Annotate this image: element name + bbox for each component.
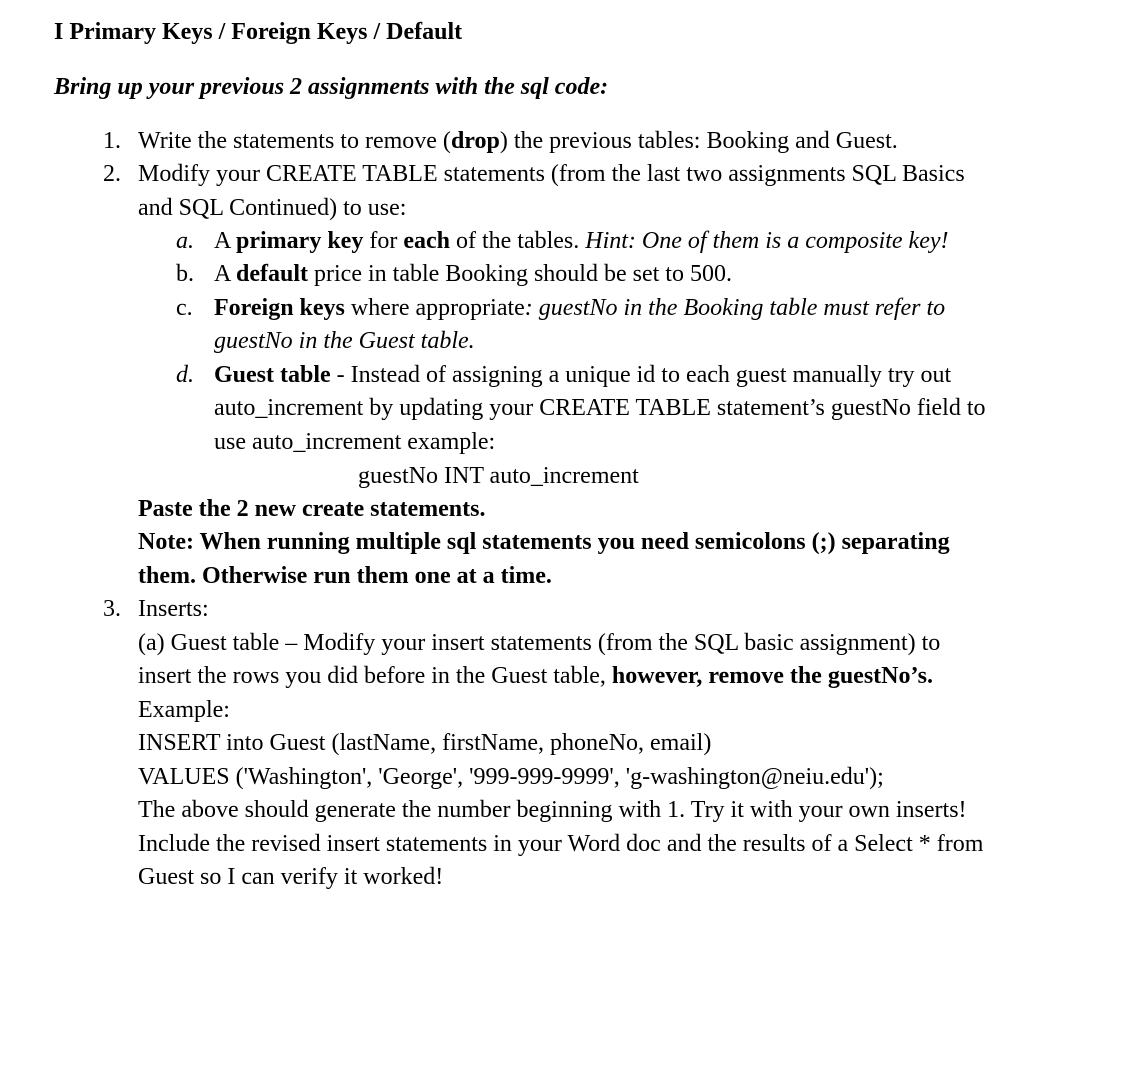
item-3-line-8: Guest so I can verify it worked! xyxy=(138,864,444,890)
sub-b-text: A default price in table Booking should be set to 500. xyxy=(214,261,732,287)
item-1-number: 1. xyxy=(103,128,121,154)
item-2-number: 2. xyxy=(103,161,121,187)
values-statement: VALUES ('Washington', 'George', '999-999-9999', 'g-washington@neiu.edu'); xyxy=(138,764,884,790)
item-3-line-2: insert the rows you did before in the Guest table, however, remove the guestNo’s. xyxy=(138,663,933,689)
sub-c-letter: c. xyxy=(176,295,193,321)
sub-b-letter: b. xyxy=(176,261,194,287)
item-3-line-7: Include the revised insert statements in your Word doc and the results of a Select * from xyxy=(138,831,984,857)
code-example: guestNo INT auto_increment xyxy=(358,463,639,489)
heading: I Primary Keys / Foreign Keys / Default xyxy=(54,19,463,45)
sub-d-line-2: auto_increment by updating your CREATE TABLE statement’s guestNo field to xyxy=(214,395,986,421)
sub-c-line-2: guestNo in the Guest table. xyxy=(214,328,475,354)
item-3-line-1: (a) Guest table – Modify your insert statements (from the SQL basic assignment) to xyxy=(138,630,941,656)
sub-d-letter: d. xyxy=(176,362,194,388)
item-2-line-2: and SQL Continued) to use: xyxy=(138,195,407,221)
item-3-title: Inserts: xyxy=(138,596,209,622)
note-line-2: them. Otherwise run them one at a time. xyxy=(138,563,552,589)
item-1-text: Write the statements to remove (drop) the previous tables: Booking and Guest. xyxy=(138,128,898,154)
hint-text: Hint: One of them is a composite key! xyxy=(585,228,949,254)
item-3-line-3: Example: xyxy=(138,697,230,723)
insert-statement: INSERT into Guest (lastName, firstName, phoneNo, email) xyxy=(138,730,712,756)
item-3-line-6: The above should generate the number beginning with 1. Try it with your own inserts! xyxy=(138,797,967,823)
drop-keyword: drop xyxy=(450,128,500,154)
item-3-number: 3. xyxy=(103,596,121,622)
paste-instruction: Paste the 2 new create statements. xyxy=(138,496,486,522)
sub-a-text: A primary key for each of the tables. Hint: One of them is a composite key! xyxy=(214,228,949,254)
sub-d-line-3: use auto_increment example: xyxy=(214,429,496,455)
note-line-1: Note: When running multiple sql statements you need semicolons (;) separating xyxy=(138,529,950,555)
sub-d-text: Guest table - Instead of assigning a unique id to each guest manually try out xyxy=(214,362,952,388)
sub-c-text: Foreign keys where appropriate: guestNo in the Booking table must refer to xyxy=(214,295,946,321)
intro-line: Bring up your previous 2 assignments with the sql code: xyxy=(54,74,609,100)
item-2-line-1: Modify your CREATE TABLE statements (from the last two assignments SQL Basics xyxy=(138,161,965,187)
sub-a-letter: a. xyxy=(176,228,194,254)
